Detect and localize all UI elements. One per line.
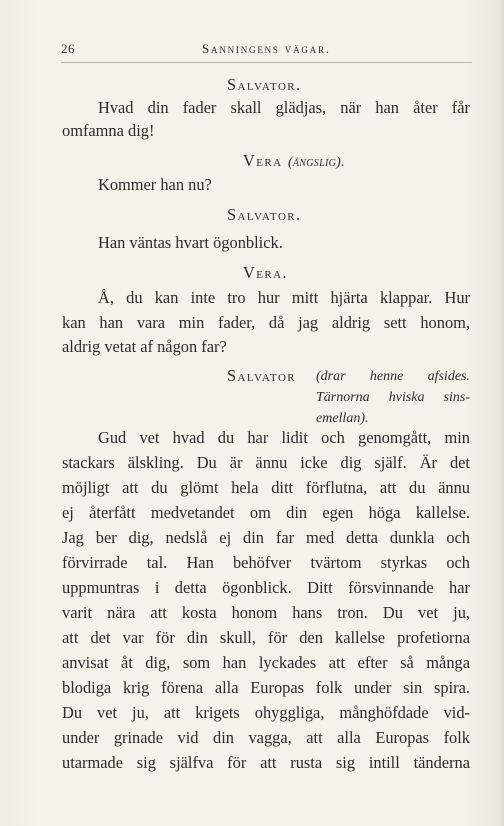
page-edge-shadow [498, 0, 504, 826]
stage-direction: (drar henne afsides. [316, 369, 470, 384]
dialogue-line: varit nära att kosta honom hans tron. Du vet ju, [62, 603, 470, 622]
dialogue-line: under grinade vid din vagga, att alla Europas folk [62, 728, 470, 747]
dialogue-line: anvisat åt dig, som han lyckades att efter så många [62, 653, 470, 672]
dialogue-line: ej återfått medvetandet om din egen höga kallelse. [62, 503, 470, 522]
dialogue-line: omfamna dig! [62, 121, 155, 140]
dialogue-line: Gud vet hvad du har lidit och genomgått, min [98, 428, 470, 447]
speaker-salvator: Salvator. [227, 75, 302, 94]
dialogue-line: möjligt att du glömt hela ditt förflutna, att du ännu [62, 478, 470, 497]
dialogue-line: utarmade sig själfva för att rusta sig intill tänderna [62, 753, 470, 772]
stage-direction: emellan). [316, 411, 369, 426]
dialogue-line: Hvad din fader skall glädjas, när han åter får [98, 98, 470, 117]
dialogue-line: blodiga krig förena alla Europas folk under sin spira. [62, 678, 470, 697]
speaker-vera: Vera. [243, 263, 288, 282]
dialogue-line: stackars älskling. Du är ännu icke dig själf. Är det [62, 453, 470, 472]
dialogue-line: att det var för din skull, för den kallelse profetiorna [62, 628, 470, 647]
dialogue-line: Å, du kan inte tro hur mitt hjärta klappar. Hur [98, 288, 470, 307]
stage-direction: (ängslig). [287, 155, 345, 170]
speaker-salvator: Salvator [227, 366, 297, 385]
stage-direction: Tärnorna hviska sins- [316, 390, 470, 405]
dialogue-line: kan han vara min fader, då jag aldrig sett honom, [62, 313, 470, 332]
dialogue-line: förvirrade tal. Han behöfver tvärtom styrkas och [62, 553, 470, 572]
dialogue-line: Kommer han nu? [98, 175, 212, 194]
page-header [61, 41, 472, 61]
running-head: Sanningens vägar. [202, 41, 331, 56]
dialogue-line: Du vet ju, att krigets ohyggliga, månghöfdade vid- [62, 703, 470, 722]
dialogue-line: Jag ber dig, nedslå ej din far med detta dunkla och [62, 528, 470, 547]
speaker-name: Vera [243, 151, 283, 170]
dialogue-line: Han väntas hvart ögonblick. [98, 233, 283, 252]
page-number: 26 [61, 41, 75, 56]
dialogue-line: aldrig vetat af någon far? [62, 337, 227, 356]
dialogue-line: uppmuntras i detta ögonblick. Ditt försvinnande har [62, 578, 470, 597]
speaker-vera [243, 151, 345, 173]
speaker-salvator: Salvator. [227, 205, 302, 224]
header-rule [61, 62, 472, 63]
